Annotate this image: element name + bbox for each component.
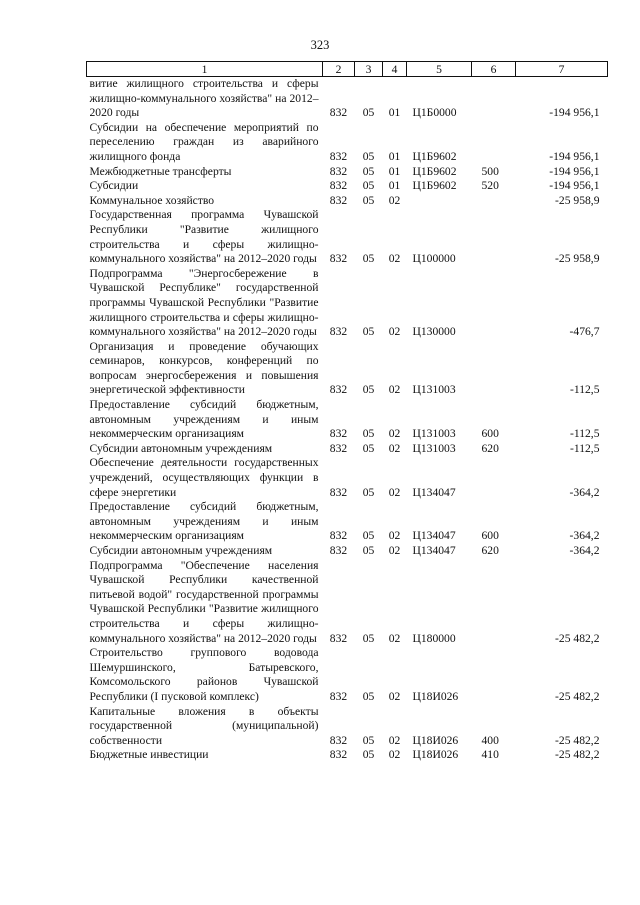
row-name: Субсидии (89, 179, 139, 193)
row-gr: 832 (329, 733, 348, 747)
row-sum: -25 482,2 (555, 748, 600, 762)
row-name: Бюджетные инвестиции (89, 748, 209, 762)
row-vr (472, 267, 516, 340)
row-rz: 05 (362, 485, 375, 499)
row-pr: 02 (388, 252, 401, 266)
row-name: Капитальные вложения в объекты государственной (муниципальной) собственности (89, 704, 319, 747)
row-rz: 05 (362, 252, 375, 266)
row-sum: -364,2 (569, 529, 600, 543)
row-gr: 832 (329, 325, 348, 339)
row-csr: Ц130000 (412, 325, 456, 339)
row-pr: 01 (388, 164, 401, 178)
row-csr: Ц18И026 (412, 689, 459, 703)
table-row (87, 121, 608, 165)
table-header-row (87, 62, 608, 77)
row-gr: 832 (329, 383, 348, 397)
table-row (87, 340, 608, 398)
table-row (87, 267, 608, 340)
row-gr: 832 (329, 689, 348, 703)
table-row (87, 456, 608, 500)
row-rz: 05 (362, 164, 375, 178)
row-csr: Ц18И026 (412, 733, 459, 747)
row-pr: 02 (388, 427, 401, 441)
row-vr (472, 121, 516, 165)
row-rz: 05 (362, 631, 375, 645)
row-gr: 832 (329, 149, 348, 163)
row-gr: 832 (329, 485, 348, 499)
row-csr: Ц131003 (412, 383, 456, 397)
row-csr: Ц134047 (412, 544, 456, 557)
header-col-3: 3 (355, 62, 383, 77)
row-gr: 832 (329, 544, 348, 557)
row-name: Межбюджетные трансферты (89, 164, 232, 178)
row-pr: 02 (388, 631, 401, 645)
row-csr: Ц100000 (412, 252, 456, 266)
row-vr (472, 340, 516, 398)
row-name: Коммунальное хозяйство (89, 193, 215, 207)
row-csr: Ц1Б9602 (412, 179, 457, 193)
row-name: Государственная программа Чувашской Республики "Развитие жилищного строительства и сферы жилищно-коммунального хозяйства" на 2012–2020 годы (89, 208, 319, 266)
row-vr: 600 (481, 427, 499, 441)
row-rz: 05 (362, 106, 375, 120)
table-row (87, 77, 608, 121)
table-row (87, 559, 608, 647)
row-sum: -364,2 (569, 544, 600, 557)
table-row (87, 179, 608, 194)
row-sum: -194 956,1 (549, 106, 600, 120)
row-name: Подпрограмма "Энергосбережение в Чувашской Республике" государственной программы Чувашской Республики "Развитие жилищного строительства и сферы жилищно-коммунального хозяйства" на 2012–2020 годы (89, 266, 319, 339)
row-rz: 05 (362, 689, 375, 703)
row-pr: 02 (388, 383, 401, 397)
row-sum: -25 482,2 (555, 689, 600, 703)
row-sum: -476,7 (569, 325, 600, 339)
row-gr: 832 (329, 164, 348, 178)
table-row (87, 748, 608, 763)
page-number: 323 (310, 38, 330, 52)
row-sum: -25 958,9 (555, 193, 600, 207)
row-name: Организация и проведение обучающих семинаров, конкурсов, конференций по вопросам энергосбережения и повышения энергетической эффективности (89, 339, 319, 397)
row-sum: -25 958,9 (555, 252, 600, 266)
row-sum: -194 956,1 (549, 164, 600, 178)
row-pr: 02 (388, 441, 401, 455)
row-rz: 05 (362, 427, 375, 441)
row-vr (472, 559, 516, 647)
row-vr (472, 208, 516, 266)
row-pr: 02 (388, 748, 401, 762)
row-pr: 02 (388, 689, 401, 703)
row-rz: 05 (362, 383, 375, 397)
row-csr: Ц131003 (412, 427, 456, 441)
row-csr: Ц134047 (412, 529, 456, 543)
row-sum: -364,2 (569, 485, 600, 499)
table-row (87, 544, 608, 559)
row-gr: 832 (329, 252, 348, 266)
row-pr: 01 (388, 149, 401, 163)
row-vr: 410 (481, 748, 499, 762)
row-csr: Ц1Б0000 (412, 106, 457, 120)
row-name: Субсидии автономным учреждениям (89, 441, 273, 455)
row-vr (472, 456, 516, 500)
row-sum: -112,5 (569, 441, 600, 455)
row-pr: 01 (388, 106, 401, 120)
row-pr: 01 (388, 179, 401, 193)
row-sum: -194 956,1 (549, 179, 600, 193)
table-row (87, 705, 608, 749)
row-vr: 500 (481, 164, 499, 178)
row-gr: 832 (329, 427, 348, 441)
row-csr: Ц131003 (412, 441, 456, 455)
row-rz: 05 (362, 441, 375, 455)
row-rz: 05 (362, 529, 375, 543)
row-rz: 05 (362, 544, 375, 557)
row-name: Предоставление субсидий бюджетным, автономным учреждениям и иным некоммерческим организациям (89, 398, 319, 441)
row-csr: Ц18И026 (412, 748, 459, 762)
row-sum: -112,5 (569, 383, 600, 397)
row-gr: 832 (329, 631, 348, 645)
table-row (87, 500, 608, 544)
row-vr: 620 (481, 544, 499, 557)
table-row (87, 646, 608, 704)
table-row (87, 442, 608, 457)
row-vr (472, 77, 516, 121)
row-csr: Ц1Б9602 (412, 149, 457, 163)
row-pr: 02 (388, 733, 401, 747)
row-sum: -194 956,1 (549, 149, 600, 163)
row-vr: 520 (481, 179, 499, 193)
header-col-2: 2 (323, 62, 355, 77)
row-vr: 620 (481, 441, 499, 455)
row-pr: 02 (388, 529, 401, 543)
row-sum: -25 482,2 (555, 733, 600, 747)
row-rz: 05 (362, 325, 375, 339)
row-vr: 400 (481, 733, 499, 747)
row-rz: 05 (362, 748, 375, 762)
table-row (87, 398, 608, 442)
row-pr: 02 (388, 325, 401, 339)
row-rz: 05 (362, 179, 375, 193)
row-name: Строительство группового водовода Шемуршинского, Батыревского, Комсомольского районов Чувашской Республики (I пусковой комплекс) (89, 646, 319, 703)
table-row (87, 208, 608, 266)
row-pr: 02 (388, 544, 401, 557)
row-gr: 832 (329, 193, 348, 207)
budget-table (86, 61, 608, 763)
table-row (87, 194, 608, 209)
row-sum: -112,5 (569, 427, 600, 441)
header-col-6: 6 (472, 62, 516, 77)
row-vr (472, 646, 516, 704)
row-name: Субсидии на обеспечение мероприятий по переселению граждан из аварийного жилищного фонда (89, 120, 319, 163)
row-gr: 832 (329, 179, 348, 193)
row-name: Обеспечение деятельности государственных учреждений, осуществляющих функции в сфере энергетики (89, 456, 319, 499)
row-pr: 02 (388, 193, 401, 207)
table-row (87, 165, 608, 180)
row-name: витие жилищного строительства и сферы жилищно-коммунального хозяйства" на 2012–2020 годы (89, 77, 319, 120)
row-gr: 832 (329, 529, 348, 543)
header-col-5: 5 (407, 62, 472, 77)
row-rz: 05 (362, 733, 375, 747)
row-csr: Ц1Б9602 (412, 164, 457, 178)
row-vr: 600 (481, 529, 499, 543)
row-rz: 05 (362, 193, 375, 207)
row-sum: -25 482,2 (555, 631, 600, 645)
row-name: Подпрограмма "Обеспечение населения Чувашской Республики качественной питьевой водой" государственной программы Чувашской Республики "Развитие жилищного строительства и сферы жилищно-коммунального хозяйства" на 2012–2020 годы (89, 558, 319, 645)
row-gr: 832 (329, 748, 348, 762)
row-csr: Ц180000 (412, 631, 456, 645)
row-name: Субсидии автономным учреждениям (89, 544, 273, 557)
header-col-4: 4 (383, 62, 407, 77)
header-col-7: 7 (516, 62, 608, 77)
row-name: Предоставление субсидий бюджетным, автономным учреждениям и иным некоммерческим организациям (89, 500, 319, 543)
row-pr: 02 (388, 485, 401, 499)
header-col-1: 1 (87, 62, 323, 77)
row-csr (407, 194, 472, 209)
row-gr: 832 (329, 441, 348, 455)
row-gr: 832 (329, 106, 348, 120)
row-csr: Ц134047 (412, 485, 456, 499)
row-rz: 05 (362, 149, 375, 163)
row-vr (472, 194, 516, 209)
